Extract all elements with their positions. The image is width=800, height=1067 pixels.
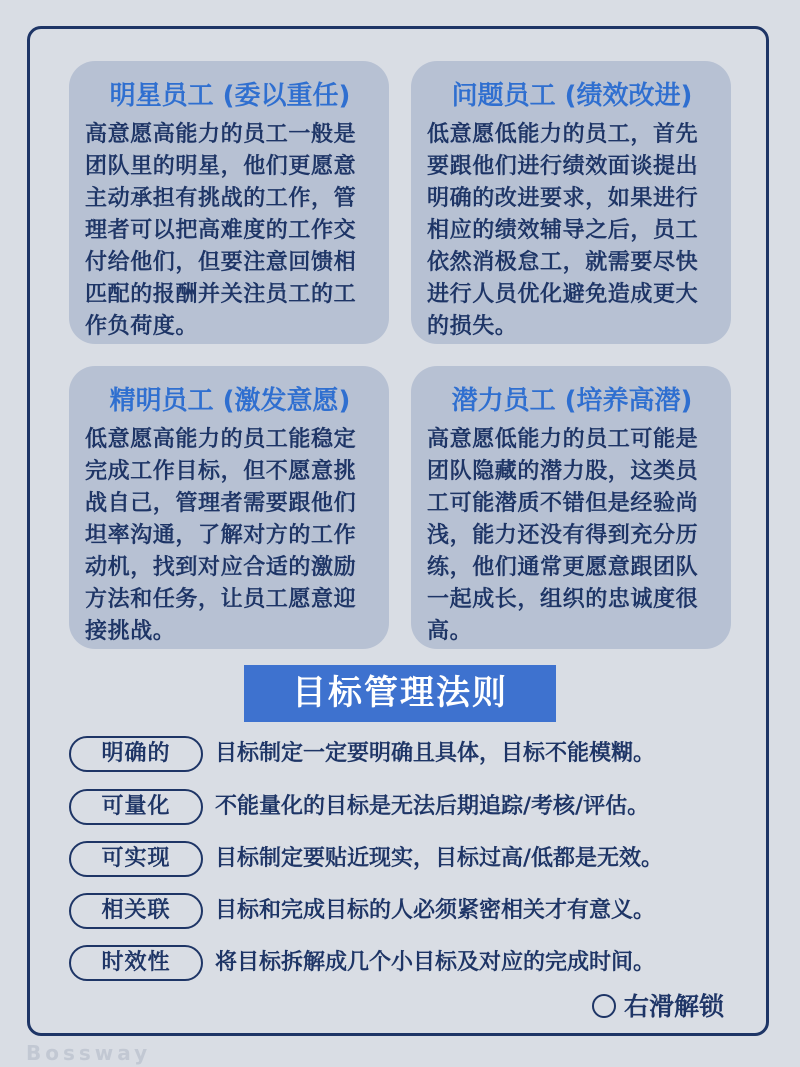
card-title: 问题员工 (绩效改进) — [451, 81, 693, 111]
card-title: 潜力员工 (培养高潜) — [451, 386, 693, 416]
section-banner: 目标管理法则 — [244, 665, 556, 722]
card-body: 高意愿低能力的员工可能是团队隐藏的潜力股，这类员工可能潜质不错但是经验尚浅，能力还没有得到充分历练，他们通常更愿意跟团队一起成长，组织的忠诚度很高。 — [427, 427, 699, 644]
card-potential-employee — [411, 366, 731, 649]
swipe-unlock-label: 右滑解锁 — [624, 992, 725, 1021]
rule-label-pill: 可实现 — [69, 841, 203, 877]
card-body: 低意愿高能力的员工能稳定完成工作目标，但不愿意挑战自己，管理者需要跟他们坦率沟通，了解对方的工作动机，找到对应合适的激励方法和任务，让员工愿意迎接挑战。 — [85, 427, 357, 644]
rule-text: 将目标拆解成几个小目标及对应的完成时间。 — [215, 950, 656, 975]
card-body: 高意愿高能力的员工一般是团队里的明星，他们更愿意主动承担有挑战的工作，管理者可以把高难度的工作交付给他们，但要注意回馈相匹配的报酬并关注员工的工作负荷度。 — [85, 122, 357, 339]
watermark: Bossway — [26, 1041, 152, 1065]
card-title: 精明员工 (激发意愿) — [109, 386, 351, 416]
card-body: 低意愿低能力的员工，首先要跟他们进行绩效面谈提出明确的改进要求，如果进行相应的绩效辅导之后，员工依然消极怠工，就需要尽快进行人员优化避免造成更大的损失。 — [427, 122, 699, 339]
card-title: 明星员工 (委以重任) — [109, 81, 351, 111]
card-problem-employee — [411, 61, 731, 344]
rule-row-measurable — [69, 789, 749, 829]
rule-text: 不能量化的目标是无法后期追踪/考核/评估。 — [215, 794, 650, 819]
rule-text: 目标制定一定要明确且具体，目标不能模糊。 — [215, 741, 656, 766]
rule-text: 目标和完成目标的人必须紧密相关才有意义。 — [215, 898, 656, 923]
rule-label-pill: 明确的 — [69, 736, 203, 772]
circle-icon — [592, 994, 616, 1018]
rule-label-pill: 相关联 — [69, 893, 203, 929]
rule-row-specific — [69, 736, 749, 776]
rule-row-relevant — [69, 893, 749, 933]
card-smart-employee — [69, 366, 389, 649]
swipe-unlock-button[interactable] — [592, 990, 724, 1024]
rule-row-time-bound — [69, 945, 749, 985]
rule-label-pill: 可量化 — [69, 789, 203, 825]
rule-row-achievable — [69, 841, 749, 881]
rule-text: 目标制定要贴近现实，目标过高/低都是无效。 — [215, 846, 664, 871]
rule-label-pill: 时效性 — [69, 945, 203, 981]
card-star-employee — [69, 61, 389, 344]
